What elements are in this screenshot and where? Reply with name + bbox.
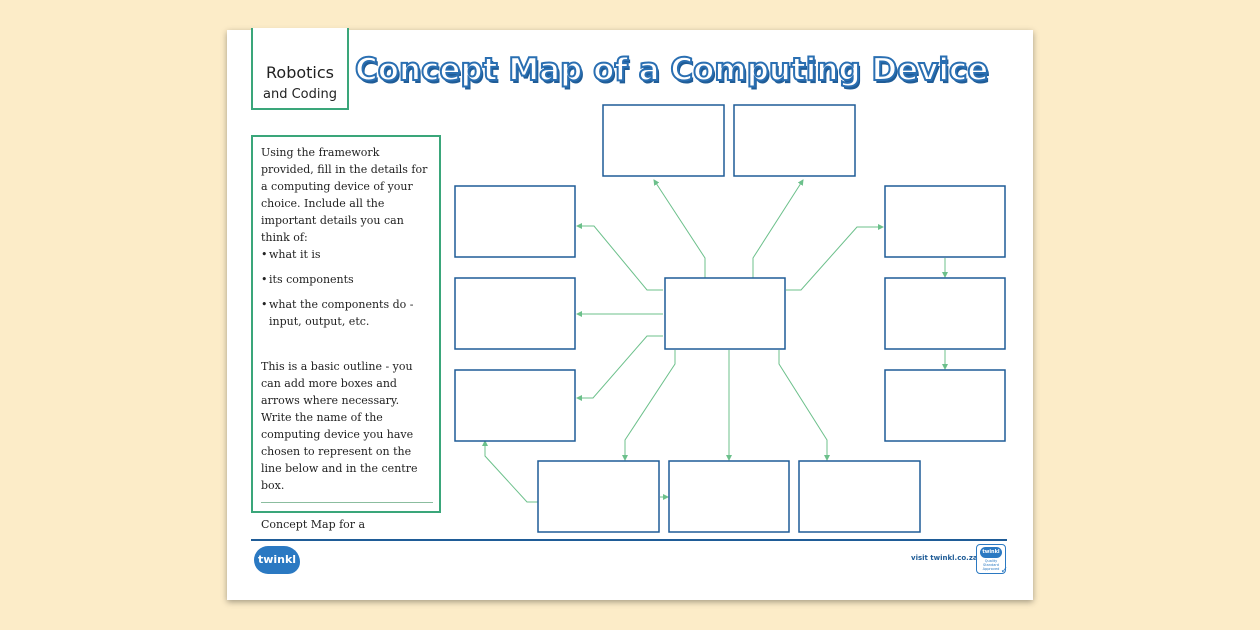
- arrow-centre-to-top-right: [753, 180, 803, 278]
- stamp-caption: Quality Standard Approved: [982, 559, 1000, 571]
- arrow-centre-to-left-3: [577, 336, 663, 398]
- concept-box-right-2: [885, 278, 1005, 349]
- badge-line-coding: and Coding: [263, 87, 337, 102]
- concept-map-diagram: [227, 30, 1033, 600]
- concept-box-left-3: [455, 370, 575, 441]
- checkmark-icon: ✓: [1000, 566, 1008, 576]
- arrow-bottom-1-to-left-3: [485, 441, 538, 502]
- arrow-centre-to-top-left: [654, 180, 705, 278]
- arrow-centre-to-bottom-3: [779, 350, 827, 460]
- arrow-centre-to-right-1: [786, 227, 883, 290]
- concept-map-prompt: Concept Map for a: [261, 518, 366, 531]
- concept-box-right-3: [885, 370, 1005, 441]
- concept-box-top-left: [603, 105, 724, 176]
- concept-box-right-1: [885, 186, 1005, 257]
- badge-line-robotics: Robotics: [266, 63, 334, 82]
- concept-box-bottom-1: [538, 461, 659, 532]
- instructions-outline: This is a basic outline - you can add more boxes and arrows where necessary. Write the name of the computing device you have chosen to represent on the line below and in the centre box.: [261, 360, 418, 492]
- instructions-intro: Using the framework provided, fill in the details for a computing device of your choice. Include all the important details you can think of:: [261, 146, 428, 244]
- arrow-centre-to-bottom-1: [625, 350, 675, 460]
- worksheet-page: [227, 30, 1033, 600]
- instructions-bullet: • what the components do - input, output, etc.: [261, 296, 433, 330]
- twinkl-logo: twinkl: [254, 546, 300, 574]
- concept-box-left-1: [455, 186, 575, 257]
- concept-box-left-2: [455, 278, 575, 349]
- footer-divider: [251, 539, 1007, 541]
- instructions-bullet: • what it is: [261, 246, 433, 263]
- concept-box-centre: [665, 278, 785, 349]
- concept-box-bottom-2: [669, 461, 789, 532]
- visit-link[interactable]: visit twinkl.co.za: [911, 554, 978, 562]
- quality-stamp-icon: [976, 544, 1006, 574]
- concept-box-bottom-3: [799, 461, 920, 532]
- instructions-bullet: • its components: [261, 271, 433, 288]
- page-title: Concept Map of a Computing Device: [355, 52, 989, 88]
- concept-box-top-right: [734, 105, 855, 176]
- arrow-centre-to-left-1: [577, 226, 663, 290]
- stamp-logo: twinkl: [980, 547, 1002, 558]
